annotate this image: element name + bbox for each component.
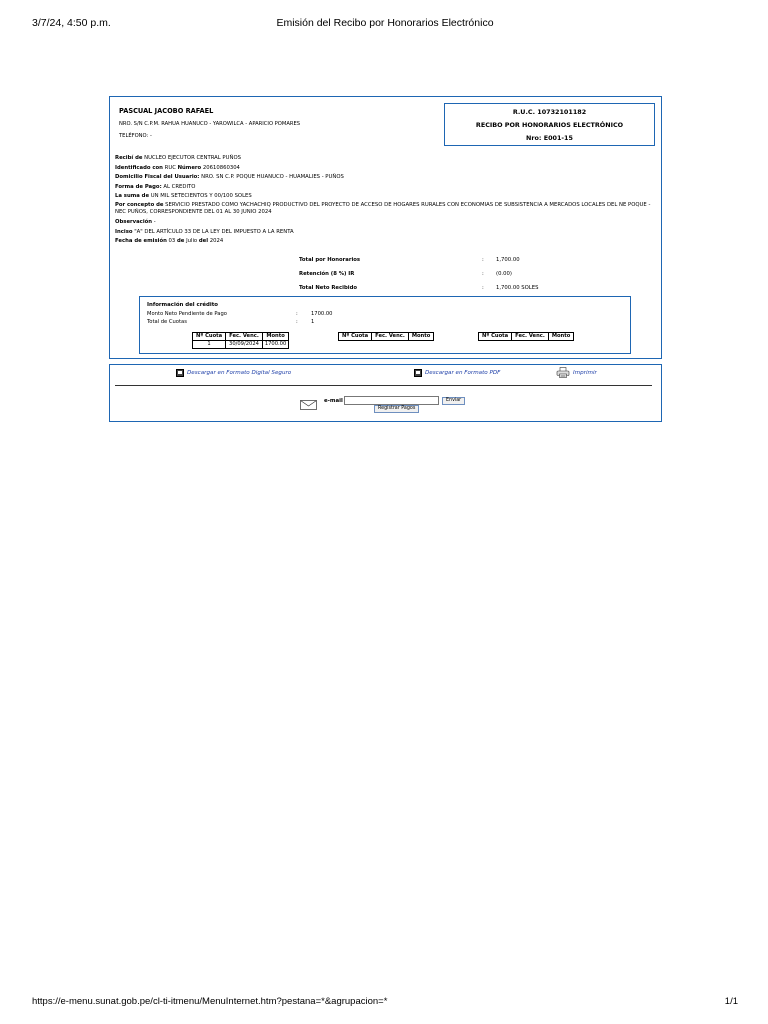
issuer-address: NRO. S/N C.P.M. RAHUA HUANUCO - YAROWILCA - APARICIO POMARES <box>119 121 301 127</box>
fiscal-address-line <box>115 173 655 183</box>
inciso-value: "A" DEL ARTÍCULO 33 DE LA LEY DEL IMPUESTO A LA RENTA <box>134 228 294 235</box>
page-url: https://e-menu.sunat.gob.pe/cl-ti-itmenu/MenuInternet.htm?pestana=*&agrupacion=* <box>32 996 388 1007</box>
installments-table-2 <box>338 332 434 341</box>
col-fecha: Fec. Venc. <box>226 333 263 341</box>
identified-label: Identificado con <box>115 164 163 171</box>
installments-count-value: 1 <box>311 319 315 325</box>
pending-amount-label: Monto Neto Pendiente de Pago <box>147 311 227 317</box>
sum-label: La suma de <box>115 193 150 200</box>
download-secure-link[interactable] <box>176 369 291 377</box>
totals-block <box>299 257 599 299</box>
retention-label: Retención (8 %) IR <box>299 271 355 277</box>
emission-label: Fecha de emisión <box>115 238 167 245</box>
installments-count-label: Total de Cuotas <box>147 319 187 325</box>
number-label: Número <box>177 164 202 171</box>
total-honorarios-label: Total por Honorarios <box>299 257 361 263</box>
emission-de-2: del <box>198 238 209 245</box>
emission-de-1: de <box>176 238 185 245</box>
concept-label: Por concepto de <box>115 201 164 208</box>
emission-day: 03 <box>168 238 176 245</box>
pending-amount-colon: : <box>296 311 298 317</box>
observation-value: - <box>153 218 156 225</box>
concept-line <box>115 202 655 218</box>
total-honorarios-value: 1,700.00 <box>496 257 520 263</box>
document-type: RECIBO POR HONORARIOS ELECTRÓNICO <box>475 121 624 129</box>
sum-value: UN MIL SETECIENTOS Y 00/100 SOLES <box>150 193 252 200</box>
pdf-download-icon <box>414 369 422 377</box>
table-header-row <box>193 333 289 341</box>
table-row <box>193 341 289 349</box>
net-total-value: 1,700.00 SOLES <box>496 285 539 291</box>
col-cuota: Nº Cuota <box>479 333 512 341</box>
payment-form-line <box>115 183 655 193</box>
inciso-label: Inciso <box>115 228 133 235</box>
retention-value: (0.00) <box>496 271 512 277</box>
payment-form-value: AL CREDITO <box>163 183 196 190</box>
page-number: 1/1 <box>724 996 738 1007</box>
download-icon <box>176 369 184 377</box>
envelope-icon <box>300 400 317 410</box>
emission-month: Julio <box>186 238 198 245</box>
total-row <box>299 257 599 271</box>
sum-line <box>115 192 655 202</box>
observation-label: Observación <box>115 218 153 225</box>
print-date: 3/7/24, 4:50 p.m. <box>32 17 111 29</box>
received-from-line <box>115 154 655 164</box>
print-header <box>32 17 738 31</box>
print-label: Imprimir <box>573 369 597 376</box>
credit-title: Información del crédito <box>147 302 219 308</box>
total-colon: : <box>482 257 484 263</box>
receipt-number: Nro: E001-15 <box>526 134 573 142</box>
table-header-row <box>479 333 574 341</box>
total-colon: : <box>482 285 484 291</box>
print-title: Emisión del Recibo por Honorarios Electrónico <box>276 17 494 29</box>
col-fecha: Fec. Venc. <box>512 333 549 341</box>
register-payments-button[interactable]: Registrar Pagos <box>374 405 419 413</box>
col-monto: Monto <box>408 333 433 341</box>
emission-year: 2024 <box>209 238 224 245</box>
identified-type: RUC <box>164 164 176 171</box>
col-cuota: Nº Cuota <box>193 333 226 341</box>
cell-fecha: 30/09/2024 <box>226 341 263 349</box>
print-footer <box>32 996 738 1010</box>
printer-icon <box>556 367 570 378</box>
observation-line <box>115 218 655 228</box>
fiscal-address-label: Domicilio Fiscal del Usuario: <box>115 174 200 181</box>
email-input[interactable] <box>344 396 439 405</box>
print-link[interactable] <box>556 367 597 378</box>
received-from-value: NUCLEO EJECUTOR CENTRAL PUÑOS <box>144 155 241 161</box>
ruc-number: R.U.C. 10732101182 <box>512 108 587 116</box>
ruc-box <box>444 103 655 146</box>
table-header-row <box>339 333 434 341</box>
col-monto: Monto <box>548 333 573 341</box>
concept-value: SERVICIO PRESTADO COMO YACHACHIQ PRODUCTIVO DEL PROYECTO DE ACCESO DE HOGARES RURALES CON ECONOMIAS DE SUBSISTENCIA A MERCADOS LOCALES DEL NE POQUE - NEC PUÑOS, CORRESPONDIENTE DEL 01 AL 30 JUNIO 2024 <box>115 201 651 215</box>
download-secure-label: Descargar en Formato Digital Seguro <box>187 370 292 376</box>
email-form <box>300 396 500 416</box>
cell-cuota: 1 <box>193 341 226 349</box>
download-pdf-label: Descargar en Formato PDF <box>425 370 501 376</box>
col-cuota: Nº Cuota <box>339 333 372 341</box>
installments-table-1 <box>192 332 289 349</box>
received-from-label: Recibí de <box>115 155 143 161</box>
credit-info-box <box>139 296 631 354</box>
send-button[interactable]: Enviar <box>442 397 465 405</box>
net-total-label: Total Neto Recibido <box>299 285 358 291</box>
identified-line <box>115 164 655 174</box>
total-row <box>299 271 599 285</box>
issuer-phone: TELÉFONO: - <box>119 133 152 139</box>
issuer-name: PASCUAL JACOBO RAFAEL <box>119 107 214 115</box>
emission-date-line <box>115 237 655 247</box>
cell-monto: 1700.00 <box>262 341 288 349</box>
receipt-details <box>115 154 655 247</box>
fiscal-address-value: NRO. SN C.P. POQUE HUANUCO - HUAMALIES - PUÑOS <box>201 174 344 181</box>
divider <box>115 385 652 386</box>
inciso-line <box>115 228 655 238</box>
actions-panel <box>109 364 662 422</box>
installments-table-3 <box>478 332 574 341</box>
total-colon: : <box>482 271 484 277</box>
email-label: e-mail <box>324 398 343 404</box>
col-monto: Monto <box>262 333 288 341</box>
identified-number: 20610860304 <box>202 164 240 171</box>
pending-amount-value: 1700.00 <box>311 311 333 317</box>
payment-form-label: Forma de Pago: <box>115 183 162 190</box>
col-fecha: Fec. Venc. <box>372 333 409 341</box>
download-pdf-link[interactable] <box>414 369 500 377</box>
installments-count-colon: : <box>296 319 298 325</box>
receipt-panel <box>109 96 662 359</box>
